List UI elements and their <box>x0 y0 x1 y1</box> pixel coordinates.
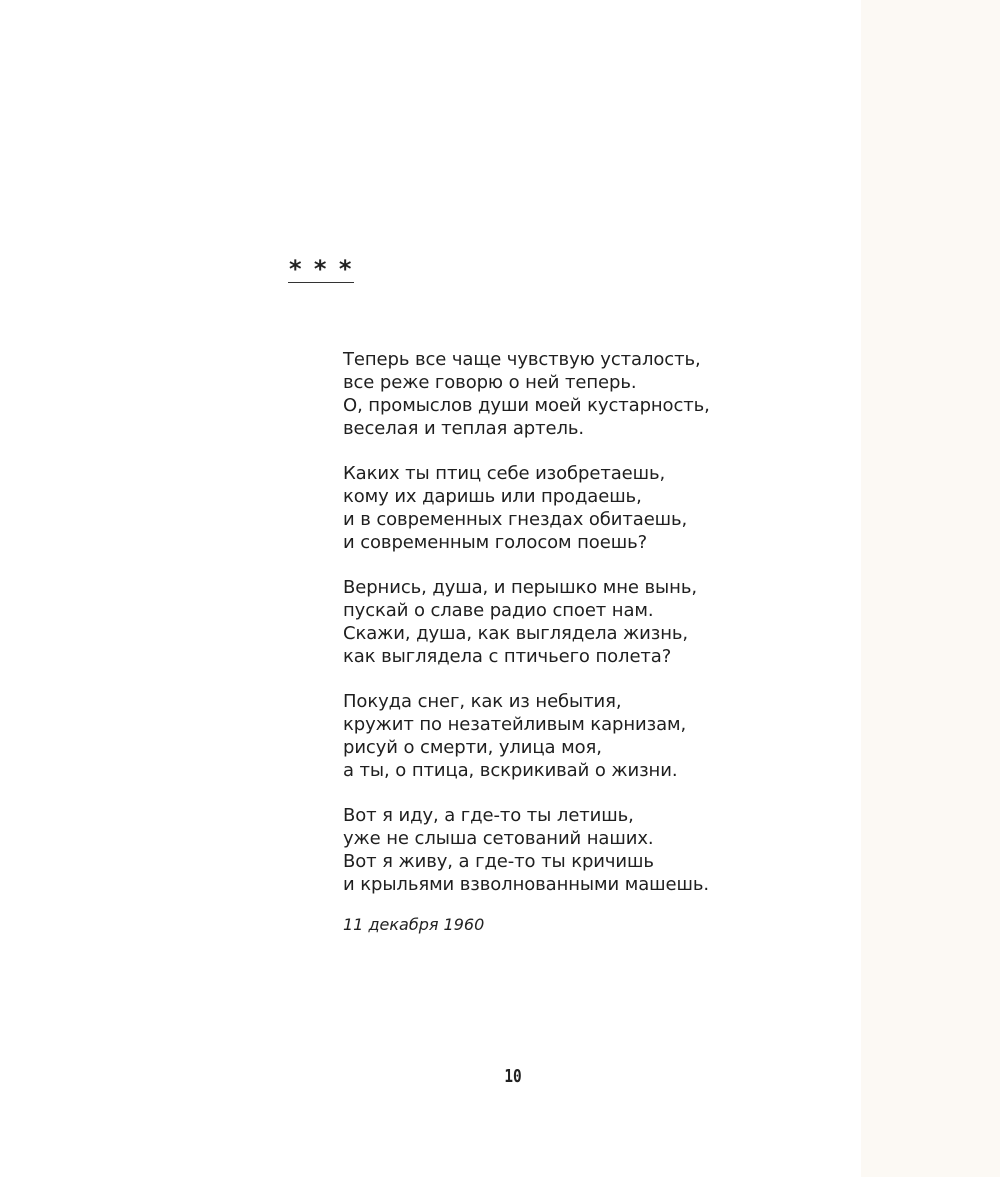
poem-line: а ты, о птица, вскрикивай о жизни. <box>343 760 678 781</box>
stanza-1 <box>343 348 763 440</box>
poem-line: О, промыслов души моей кустарность, <box>343 395 710 416</box>
poem-line: Скажи, душа, как выглядела жизнь, <box>343 623 689 644</box>
poem-line: уже не слыша сетований наших. <box>343 828 654 849</box>
poem-line: все реже говорю о ней теперь. <box>343 372 637 393</box>
poem-body <box>343 348 763 918</box>
poem-line: Вернись, душа, и перышко мне вынь, <box>343 577 697 598</box>
poem-line: Вот я иду, а где-то ты летишь, <box>343 805 634 826</box>
page-number: 10 <box>504 1066 522 1087</box>
poem-line: и в современных гнездах обитаешь, <box>343 509 688 530</box>
poem-line: как выглядела с птичьего полета? <box>343 646 672 667</box>
side-margin-panel <box>861 0 1000 1177</box>
poem-line: Теперь все чаще чувствую усталость, <box>343 349 701 370</box>
poem-line: и современным голосом поешь? <box>343 532 648 553</box>
stanza-3 <box>343 576 763 668</box>
poem-line: кружит по незатейливым карнизам, <box>343 714 687 735</box>
poem-line: Каких ты птиц себе изобретаешь, <box>343 463 666 484</box>
stanza-2 <box>343 462 763 554</box>
stanza-4 <box>343 690 763 782</box>
stanza-5 <box>343 804 763 896</box>
poem-line: Вот я живу, а где-то ты кричишь <box>343 851 654 872</box>
poem-line: веселая и теплая артель. <box>343 418 585 439</box>
poem-line: Покуда снег, как из небытия, <box>343 691 622 712</box>
poem-date: 11 декабря 1960 <box>343 915 485 934</box>
poem-title: * * * <box>289 255 354 283</box>
poem-line: рисуй о смерти, улица моя, <box>343 737 602 758</box>
poem-line: пускай о славе радио споет нам. <box>343 600 654 621</box>
poem-line: кому их даришь или продаешь, <box>343 486 642 507</box>
poem-line: и крыльями взволнованными машешь. <box>343 874 709 895</box>
